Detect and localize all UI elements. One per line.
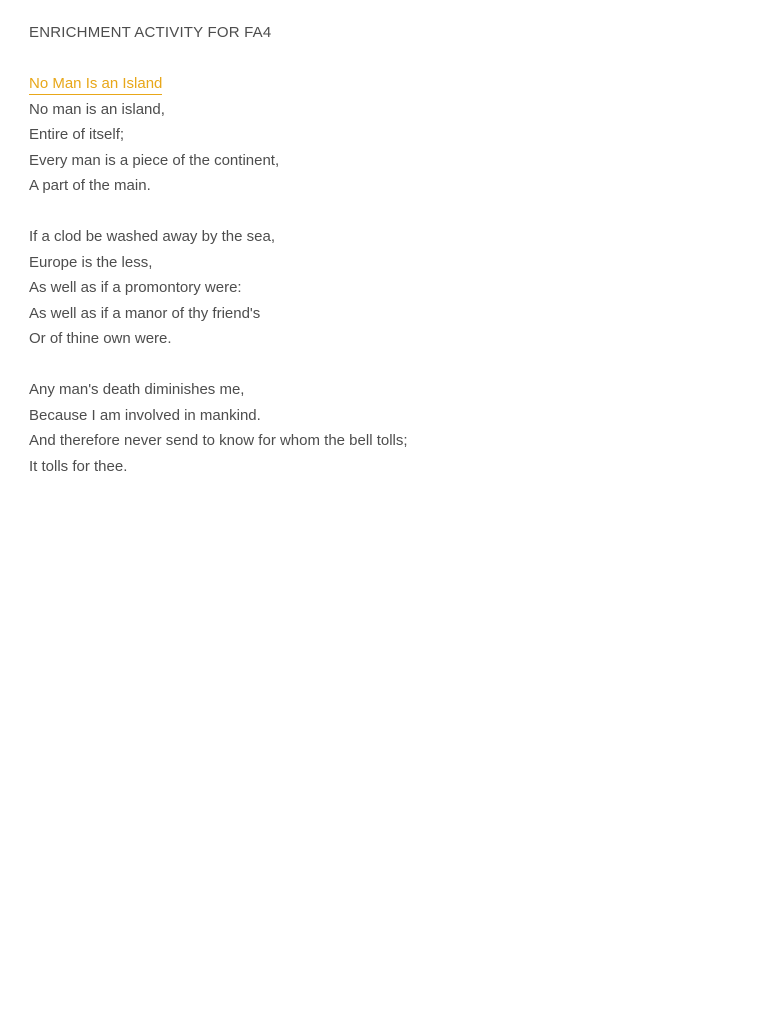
stanza-spacer	[29, 199, 749, 225]
poem-line: And therefore never send to know for whom the bell tolls;	[29, 432, 408, 449]
document-heading: ENRICHMENT ACTIVITY FOR FA4	[29, 24, 272, 41]
poem-line: As well as if a manor of thy friend's	[29, 304, 261, 322]
poem-line: Every man is a piece of the continent,	[29, 151, 280, 169]
poem-line: Entire of itself;	[29, 126, 125, 143]
poem-line: Or of thine own were.	[29, 330, 172, 347]
stanza-spacer	[29, 352, 749, 378]
poem-line: No man is an island,	[29, 100, 165, 118]
poem-line: Any man's death diminishes me,	[29, 381, 245, 398]
stanza-3	[29, 377, 749, 479]
poem-title-link[interactable]: No Man Is an Island	[29, 74, 162, 95]
poem-line: It tolls for thee.	[29, 457, 128, 475]
poem-line: Europe is the less,	[29, 253, 153, 271]
poem-line: Because I am involved in mankind.	[29, 406, 261, 424]
document-page	[29, 20, 749, 479]
poem-line: A part of the main.	[29, 177, 151, 194]
poem-line: As well as if a promontory were:	[29, 279, 242, 296]
stanza-2	[29, 224, 749, 352]
stanza-1	[29, 97, 749, 199]
poem-line: If a clod be washed away by the sea,	[29, 228, 275, 245]
spacer	[29, 46, 749, 72]
poem-title-row	[29, 71, 749, 97]
